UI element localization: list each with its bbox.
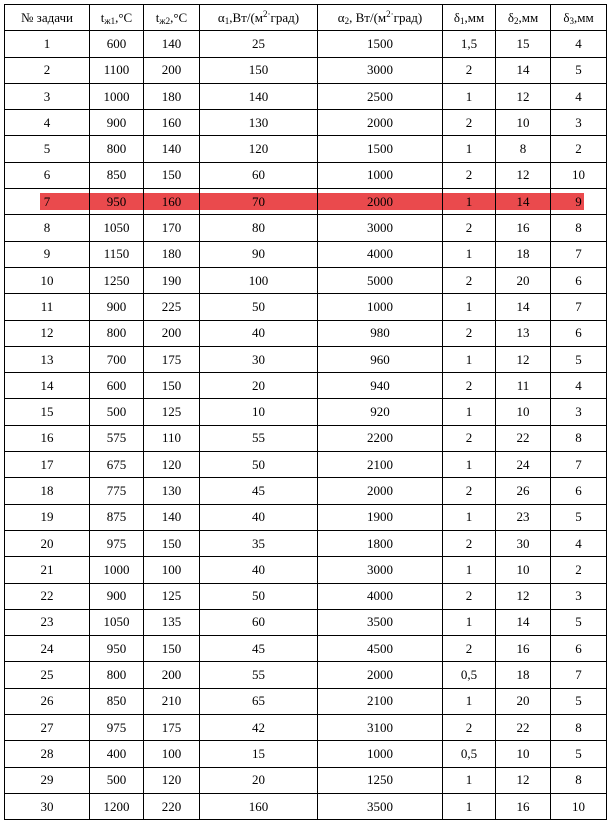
cell-delta3: 6	[551, 320, 607, 346]
cell-delta2: 22	[496, 715, 551, 741]
cell-delta3: 5	[551, 504, 607, 530]
cell-t2: 225	[144, 294, 200, 320]
cell-delta3: 8	[551, 767, 607, 793]
cell-alpha2: 2100	[318, 688, 443, 714]
cell-t2: 175	[144, 715, 200, 741]
cell-t1: 575	[90, 425, 144, 451]
cell-delta2: 10	[496, 399, 551, 425]
cell-delta2: 15	[496, 31, 551, 57]
cell-delta1: 0,5	[443, 662, 496, 688]
cell-alpha2: 4000	[318, 241, 443, 267]
cell-t1: 500	[90, 399, 144, 425]
cell-t1: 600	[90, 31, 144, 57]
table-row	[5, 688, 607, 714]
cell-task-no: 3	[5, 83, 90, 109]
cell-delta2: 14	[496, 189, 551, 215]
task-data-table	[4, 4, 607, 820]
cell-alpha2: 1800	[318, 530, 443, 556]
cell-alpha1: 20	[200, 373, 318, 399]
cell-task-no: 29	[5, 767, 90, 793]
cell-t1: 1000	[90, 557, 144, 583]
cell-alpha2: 1250	[318, 767, 443, 793]
cell-t2: 175	[144, 346, 200, 372]
header-delta1: $\delta_1,мм$	[443, 5, 496, 31]
cell-delta3: 8	[551, 715, 607, 741]
cell-alpha2: 980	[318, 320, 443, 346]
cell-task-no: 21	[5, 557, 90, 583]
cell-delta2: 12	[496, 346, 551, 372]
header-alpha1: $\alpha_1,Вт/(м^{2\cdot}град)$	[200, 5, 318, 31]
cell-t1: 1250	[90, 267, 144, 293]
table-row	[5, 609, 607, 635]
cell-delta1: 1	[443, 136, 496, 162]
cell-alpha2: 4000	[318, 583, 443, 609]
cell-delta1: 1	[443, 609, 496, 635]
cell-delta2: 22	[496, 425, 551, 451]
cell-alpha1: 15	[200, 741, 318, 767]
cell-alpha1: 100	[200, 267, 318, 293]
cell-alpha2: 5000	[318, 267, 443, 293]
cell-delta3: 5	[551, 688, 607, 714]
cell-delta2: 13	[496, 320, 551, 346]
table-row	[5, 189, 607, 215]
table-row	[5, 83, 607, 109]
cell-alpha2: 2100	[318, 452, 443, 478]
cell-t1: 950	[90, 636, 144, 662]
cell-delta3: 10	[551, 793, 607, 819]
cell-t2: 125	[144, 399, 200, 425]
cell-delta2: 12	[496, 583, 551, 609]
cell-delta3: 3	[551, 583, 607, 609]
cell-t2: 110	[144, 425, 200, 451]
cell-delta3: 4	[551, 31, 607, 57]
cell-delta3: 5	[551, 346, 607, 372]
table-row	[5, 583, 607, 609]
cell-task-no: 17	[5, 452, 90, 478]
cell-alpha1: 40	[200, 504, 318, 530]
cell-t2: 100	[144, 557, 200, 583]
cell-delta2: 11	[496, 373, 551, 399]
cell-delta3: 8	[551, 215, 607, 241]
cell-delta1: 2	[443, 373, 496, 399]
cell-delta3: 4	[551, 83, 607, 109]
header-t1: $t_{ж1},^\circ С$	[90, 5, 144, 31]
cell-delta1: 2	[443, 267, 496, 293]
cell-alpha2: 1500	[318, 136, 443, 162]
cell-alpha2: 2500	[318, 83, 443, 109]
cell-t1: 850	[90, 688, 144, 714]
cell-alpha1: 70	[200, 189, 318, 215]
table-row	[5, 478, 607, 504]
cell-alpha1: 30	[200, 346, 318, 372]
cell-delta1: 1,5	[443, 31, 496, 57]
cell-delta2: 12	[496, 767, 551, 793]
cell-delta1: 1	[443, 793, 496, 819]
cell-alpha2: 1000	[318, 162, 443, 188]
cell-t2: 150	[144, 636, 200, 662]
cell-t2: 160	[144, 110, 200, 136]
cell-delta3: 10	[551, 162, 607, 188]
cell-delta1: 1	[443, 504, 496, 530]
cell-alpha1: 120	[200, 136, 318, 162]
cell-task-no: 18	[5, 478, 90, 504]
header-alpha2: $\alpha_2$, $Вт/(м^{2\cdot}град)$	[318, 5, 443, 31]
cell-delta3: 5	[551, 741, 607, 767]
cell-alpha2: 2000	[318, 189, 443, 215]
cell-t2: 220	[144, 793, 200, 819]
table-row	[5, 636, 607, 662]
cell-t2: 150	[144, 373, 200, 399]
cell-alpha1: 60	[200, 609, 318, 635]
cell-task-no: 6	[5, 162, 90, 188]
cell-alpha2: 2000	[318, 478, 443, 504]
cell-alpha2: 1000	[318, 294, 443, 320]
cell-alpha1: 130	[200, 110, 318, 136]
cell-delta3: 3	[551, 110, 607, 136]
cell-t2: 190	[144, 267, 200, 293]
cell-delta1: 1	[443, 688, 496, 714]
cell-task-no: 1	[5, 31, 90, 57]
cell-t1: 900	[90, 294, 144, 320]
cell-alpha2: 3000	[318, 215, 443, 241]
cell-alpha1: 20	[200, 767, 318, 793]
cell-alpha2: 2000	[318, 662, 443, 688]
cell-alpha2: 2200	[318, 425, 443, 451]
table-row	[5, 715, 607, 741]
cell-task-no: 24	[5, 636, 90, 662]
cell-t1: 875	[90, 504, 144, 530]
cell-delta1: 1	[443, 241, 496, 267]
cell-delta3: 9	[551, 189, 607, 215]
cell-t2: 140	[144, 136, 200, 162]
cell-delta2: 14	[496, 57, 551, 83]
cell-delta1: 2	[443, 162, 496, 188]
cell-task-no: 7	[5, 189, 90, 215]
table-row	[5, 57, 607, 83]
cell-task-no: 26	[5, 688, 90, 714]
cell-alpha2: 3000	[318, 557, 443, 583]
cell-delta1: 2	[443, 715, 496, 741]
table-row	[5, 110, 607, 136]
cell-task-no: 25	[5, 662, 90, 688]
cell-alpha1: 40	[200, 557, 318, 583]
cell-t2: 125	[144, 583, 200, 609]
cell-task-no: 11	[5, 294, 90, 320]
cell-t1: 675	[90, 452, 144, 478]
cell-t2: 130	[144, 478, 200, 504]
table-row	[5, 557, 607, 583]
cell-alpha1: 40	[200, 320, 318, 346]
header-t2: $t_{ж2},^\circ С$	[144, 5, 200, 31]
cell-alpha1: 50	[200, 294, 318, 320]
cell-alpha1: 60	[200, 162, 318, 188]
header-row	[5, 5, 607, 31]
cell-t2: 135	[144, 609, 200, 635]
cell-delta2: 20	[496, 267, 551, 293]
cell-alpha1: 45	[200, 478, 318, 504]
cell-delta1: 1	[443, 346, 496, 372]
cell-delta3: 7	[551, 452, 607, 478]
cell-task-no: 20	[5, 530, 90, 556]
cell-t1: 1050	[90, 609, 144, 635]
cell-delta2: 16	[496, 793, 551, 819]
cell-t2: 150	[144, 162, 200, 188]
cell-alpha2: 1900	[318, 504, 443, 530]
cell-alpha1: 25	[200, 31, 318, 57]
cell-delta2: 18	[496, 662, 551, 688]
header-task-no: № задачи	[5, 5, 90, 31]
table-row	[5, 530, 607, 556]
cell-alpha1: 160	[200, 793, 318, 819]
cell-delta2: 23	[496, 504, 551, 530]
cell-t1: 775	[90, 478, 144, 504]
cell-alpha1: 90	[200, 241, 318, 267]
table-row	[5, 31, 607, 57]
table-row	[5, 320, 607, 346]
cell-task-no: 2	[5, 57, 90, 83]
cell-delta1: 1	[443, 557, 496, 583]
cell-t1: 800	[90, 136, 144, 162]
cell-delta3: 6	[551, 636, 607, 662]
cell-delta3: 3	[551, 399, 607, 425]
cell-alpha1: 65	[200, 688, 318, 714]
cell-delta2: 10	[496, 741, 551, 767]
cell-t2: 210	[144, 688, 200, 714]
cell-delta2: 12	[496, 83, 551, 109]
cell-delta2: 8	[496, 136, 551, 162]
cell-task-no: 30	[5, 793, 90, 819]
cell-alpha2: 1000	[318, 741, 443, 767]
cell-task-no: 4	[5, 110, 90, 136]
cell-task-no: 15	[5, 399, 90, 425]
table-row	[5, 425, 607, 451]
cell-t1: 1000	[90, 83, 144, 109]
cell-t1: 800	[90, 662, 144, 688]
cell-alpha2: 3500	[318, 609, 443, 635]
cell-delta2: 14	[496, 294, 551, 320]
cell-delta1: 1	[443, 767, 496, 793]
cell-t2: 100	[144, 741, 200, 767]
table-row	[5, 662, 607, 688]
cell-alpha1: 45	[200, 636, 318, 662]
cell-t1: 500	[90, 767, 144, 793]
cell-alpha2: 2000	[318, 110, 443, 136]
cell-delta3: 4	[551, 373, 607, 399]
cell-delta1: 2	[443, 57, 496, 83]
cell-t1: 975	[90, 715, 144, 741]
cell-delta1: 2	[443, 583, 496, 609]
cell-task-no: 13	[5, 346, 90, 372]
cell-t1: 975	[90, 530, 144, 556]
cell-t2: 150	[144, 530, 200, 556]
cell-t2: 200	[144, 662, 200, 688]
cell-alpha1: 55	[200, 662, 318, 688]
cell-delta2: 30	[496, 530, 551, 556]
cell-alpha1: 80	[200, 215, 318, 241]
cell-delta1: 2	[443, 215, 496, 241]
cell-delta1: 2	[443, 530, 496, 556]
cell-t1: 950	[90, 189, 144, 215]
cell-delta1: 1	[443, 189, 496, 215]
cell-task-no: 23	[5, 609, 90, 635]
cell-alpha2: 3500	[318, 793, 443, 819]
cell-delta3: 4	[551, 530, 607, 556]
cell-delta3: 2	[551, 136, 607, 162]
cell-t2: 140	[144, 504, 200, 530]
cell-alpha1: 150	[200, 57, 318, 83]
cell-delta3: 5	[551, 609, 607, 635]
cell-delta2: 20	[496, 688, 551, 714]
table-row	[5, 767, 607, 793]
cell-t2: 120	[144, 452, 200, 478]
cell-delta1: 1	[443, 452, 496, 478]
cell-t2: 200	[144, 320, 200, 346]
cell-alpha2: 960	[318, 346, 443, 372]
cell-delta3: 8	[551, 425, 607, 451]
table-row	[5, 399, 607, 425]
table-row	[5, 452, 607, 478]
cell-task-no: 5	[5, 136, 90, 162]
cell-alpha1: 55	[200, 425, 318, 451]
table-row	[5, 294, 607, 320]
cell-t1: 400	[90, 741, 144, 767]
cell-t1: 900	[90, 583, 144, 609]
cell-delta1: 1	[443, 83, 496, 109]
cell-delta2: 24	[496, 452, 551, 478]
cell-task-no: 19	[5, 504, 90, 530]
table-row	[5, 793, 607, 819]
cell-delta3: 6	[551, 267, 607, 293]
table-row	[5, 215, 607, 241]
cell-delta2: 18	[496, 241, 551, 267]
cell-delta2: 16	[496, 215, 551, 241]
cell-delta2: 26	[496, 478, 551, 504]
cell-t1: 800	[90, 320, 144, 346]
table-row	[5, 267, 607, 293]
cell-alpha2: 3100	[318, 715, 443, 741]
table-row	[5, 741, 607, 767]
cell-delta3: 6	[551, 478, 607, 504]
cell-delta3: 7	[551, 662, 607, 688]
cell-delta1: 2	[443, 425, 496, 451]
cell-t1: 1200	[90, 793, 144, 819]
cell-t1: 600	[90, 373, 144, 399]
table-row	[5, 373, 607, 399]
cell-alpha2: 1500	[318, 31, 443, 57]
cell-delta3: 2	[551, 557, 607, 583]
table-row	[5, 346, 607, 372]
table-row	[5, 136, 607, 162]
cell-t2: 180	[144, 241, 200, 267]
cell-alpha1: 50	[200, 452, 318, 478]
cell-delta1: 0,5	[443, 741, 496, 767]
cell-task-no: 27	[5, 715, 90, 741]
cell-t2: 120	[144, 767, 200, 793]
cell-task-no: 10	[5, 267, 90, 293]
header-delta2: $\delta_2,мм$	[496, 5, 551, 31]
cell-t2: 200	[144, 57, 200, 83]
cell-t1: 900	[90, 110, 144, 136]
cell-t2: 170	[144, 215, 200, 241]
table-row	[5, 162, 607, 188]
cell-task-no: 12	[5, 320, 90, 346]
table-row	[5, 241, 607, 267]
cell-delta2: 10	[496, 557, 551, 583]
cell-t1: 1100	[90, 57, 144, 83]
cell-t1: 1150	[90, 241, 144, 267]
cell-delta1: 1	[443, 294, 496, 320]
cell-delta2: 14	[496, 609, 551, 635]
cell-t1: 850	[90, 162, 144, 188]
cell-delta3: 7	[551, 294, 607, 320]
cell-task-no: 16	[5, 425, 90, 451]
cell-task-no: 8	[5, 215, 90, 241]
cell-delta2: 10	[496, 110, 551, 136]
cell-delta2: 12	[496, 162, 551, 188]
header-delta3: $\delta_3,мм$	[551, 5, 607, 31]
cell-alpha1: 140	[200, 83, 318, 109]
cell-delta1: 2	[443, 636, 496, 662]
cell-delta2: 16	[496, 636, 551, 662]
cell-t2: 180	[144, 83, 200, 109]
cell-alpha2: 4500	[318, 636, 443, 662]
cell-t2: 140	[144, 31, 200, 57]
cell-alpha2: 940	[318, 373, 443, 399]
cell-alpha1: 10	[200, 399, 318, 425]
cell-task-no: 22	[5, 583, 90, 609]
cell-t1: 700	[90, 346, 144, 372]
cell-delta3: 5	[551, 57, 607, 83]
cell-delta3: 7	[551, 241, 607, 267]
cell-alpha1: 50	[200, 583, 318, 609]
cell-delta1: 2	[443, 320, 496, 346]
cell-task-no: 28	[5, 741, 90, 767]
cell-task-no: 14	[5, 373, 90, 399]
cell-alpha1: 35	[200, 530, 318, 556]
cell-alpha2: 3000	[318, 57, 443, 83]
cell-task-no: 9	[5, 241, 90, 267]
cell-t2: 160	[144, 189, 200, 215]
cell-alpha1: 42	[200, 715, 318, 741]
cell-delta1: 2	[443, 110, 496, 136]
cell-delta1: 2	[443, 478, 496, 504]
cell-t1: 1050	[90, 215, 144, 241]
cell-alpha2: 920	[318, 399, 443, 425]
cell-delta1: 1	[443, 399, 496, 425]
table-row	[5, 504, 607, 530]
